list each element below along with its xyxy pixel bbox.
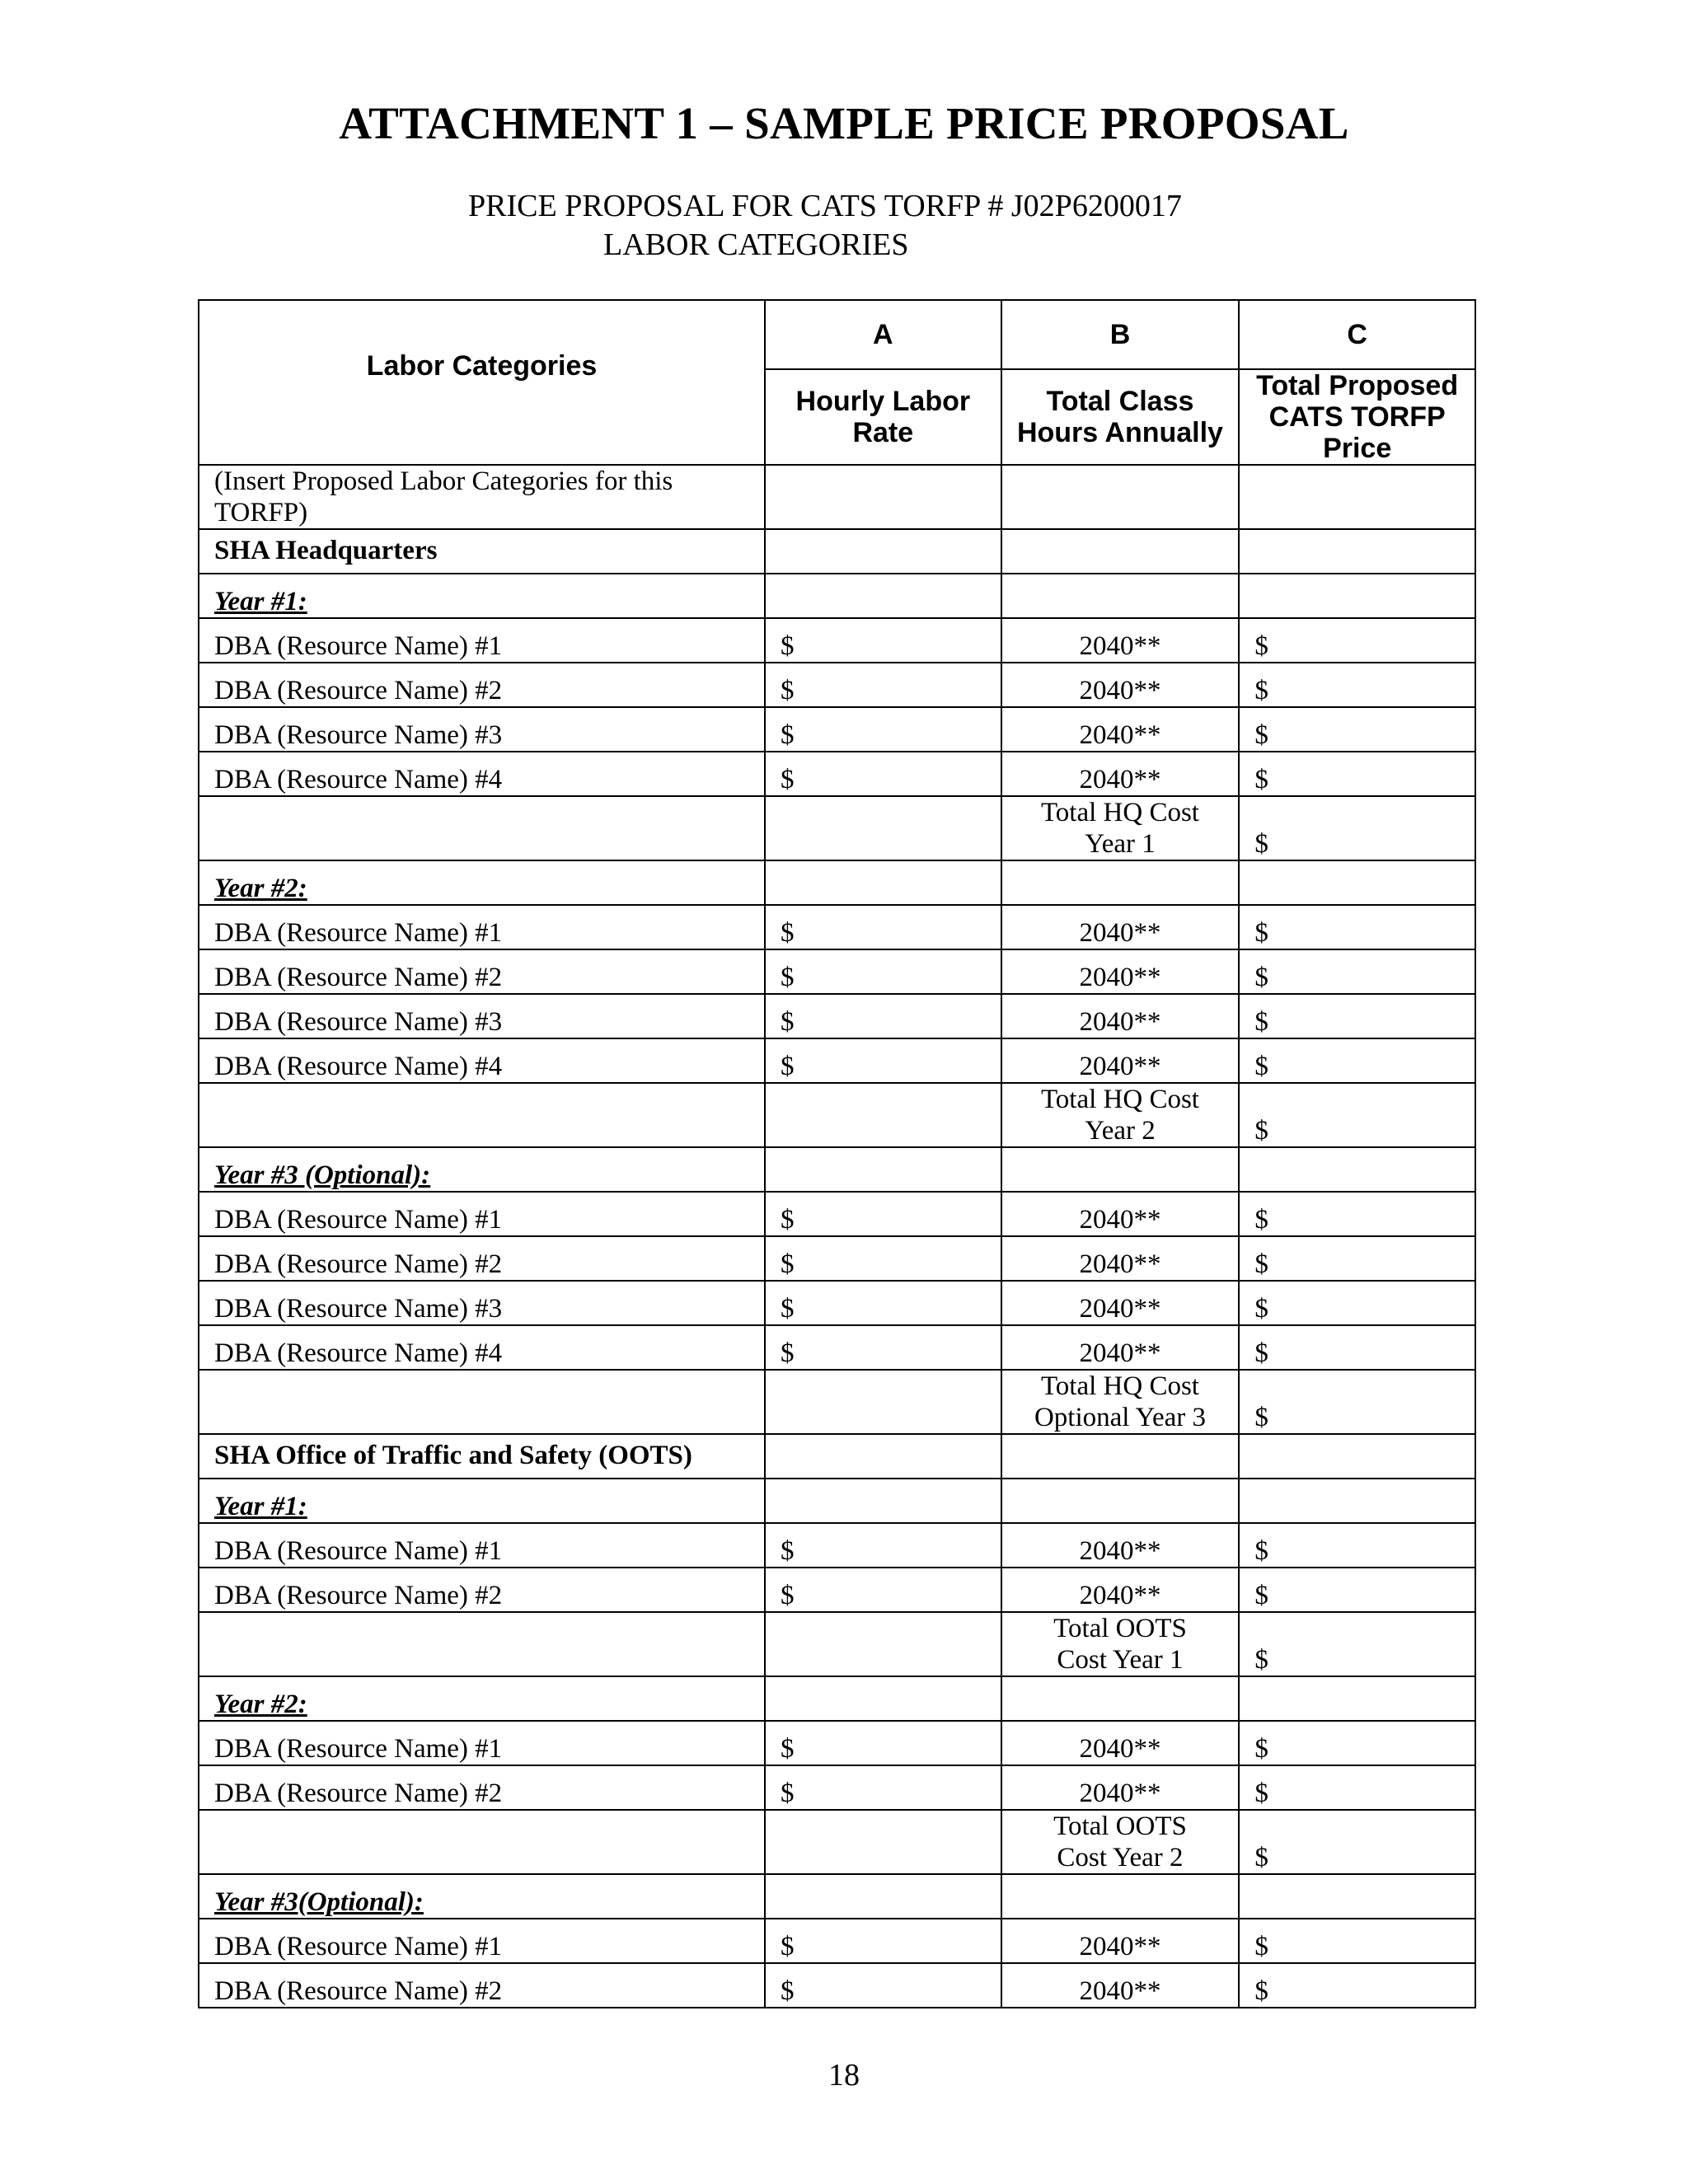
empty-cell-label <box>199 1810 765 1874</box>
total-cost-label-line1: Total HQ Cost <box>1040 798 1199 827</box>
total-cost-price-cell: $ <box>1239 1083 1475 1147</box>
hourly-rate-cell: $ <box>765 1038 1001 1083</box>
class-hours-cell: 2040** <box>1001 1721 1240 1765</box>
hourly-rate-cell: $ <box>765 1325 1001 1370</box>
empty-cell-a <box>765 796 1001 860</box>
proposed-price-cell: $ <box>1239 1523 1475 1568</box>
hourly-rate-cell: $ <box>765 1523 1001 1568</box>
labor-item-row <box>199 1568 1475 1612</box>
proposed-price-cell: $ <box>1239 1236 1475 1281</box>
labor-category-name: DBA (Resource Name) #1 <box>199 1192 765 1236</box>
year-heading-row <box>199 1676 1475 1721</box>
empty-cell-c <box>1239 1147 1475 1192</box>
labor-item-row <box>199 1523 1475 1568</box>
labor-category-name: DBA (Resource Name) #1 <box>199 1523 765 1568</box>
proposed-price-cell: $ <box>1239 905 1475 949</box>
section-heading: SHA Office of Traffic and Safety (OOTS) <box>199 1434 765 1479</box>
hourly-rate-cell: $ <box>765 1192 1001 1236</box>
empty-cell-b <box>1001 860 1240 905</box>
year-heading-cell <box>199 1479 765 1523</box>
total-class-hours-header: Total Class Hours Annually <box>1001 369 1240 465</box>
labor-category-name: DBA (Resource Name) #1 <box>199 1919 765 1963</box>
hourly-rate-cell: $ <box>765 1919 1001 1963</box>
empty-cell-b <box>1001 465 1240 529</box>
hourly-rate-cell: $ <box>765 1568 1001 1612</box>
labor-category-name: DBA (Resource Name) #2 <box>199 1236 765 1281</box>
empty-cell-c <box>1239 465 1475 529</box>
labor-category-name: DBA (Resource Name) #4 <box>199 752 765 796</box>
labor-category-name: DBA (Resource Name) #2 <box>199 663 765 707</box>
empty-cell-a <box>765 1147 1001 1192</box>
labor-category-name: DBA (Resource Name) #1 <box>199 618 765 663</box>
labor-category-name: DBA (Resource Name) #2 <box>199 1765 765 1810</box>
labor-item-row <box>199 905 1475 949</box>
empty-cell-b <box>1001 1479 1240 1523</box>
hourly-rate-cell: $ <box>765 707 1001 752</box>
labor-item-row <box>199 707 1475 752</box>
proposed-price-cell: $ <box>1239 1281 1475 1325</box>
header-letter-row <box>199 300 1475 369</box>
empty-cell-a <box>765 574 1001 618</box>
column-b-letter: B <box>1001 300 1240 369</box>
empty-cell-label <box>199 1083 765 1147</box>
empty-cell-b <box>1001 1147 1240 1192</box>
labor-item-row <box>199 1963 1475 2008</box>
proposed-price-cell: $ <box>1239 1192 1475 1236</box>
class-hours-cell: 2040** <box>1001 1765 1240 1810</box>
empty-cell-label <box>199 1612 765 1676</box>
labor-item-row <box>199 663 1475 707</box>
labor-item-row <box>199 949 1475 994</box>
empty-cell-a <box>765 1612 1001 1676</box>
empty-cell-a <box>765 1676 1001 1721</box>
empty-cell-c <box>1239 574 1475 618</box>
labor-item-row <box>199 1325 1475 1370</box>
hourly-rate-cell: $ <box>765 1281 1001 1325</box>
year-heading-cell <box>199 1676 765 1721</box>
class-hours-cell: 2040** <box>1001 1038 1240 1083</box>
year-heading-row <box>199 1479 1475 1523</box>
year-heading: Year #3 (Optional): <box>214 1160 431 1190</box>
empty-cell-b <box>1001 1676 1240 1721</box>
empty-cell-c <box>1239 1434 1475 1479</box>
class-hours-cell: 2040** <box>1001 994 1240 1038</box>
labor-item-row <box>199 1236 1475 1281</box>
empty-cell-c <box>1239 860 1475 905</box>
hourly-rate-cell: $ <box>765 949 1001 994</box>
labor-category-name: DBA (Resource Name) #3 <box>199 994 765 1038</box>
year-heading: Year #2: <box>214 1690 307 1719</box>
total-cost-label-line2: Optional Year 3 <box>1034 1403 1207 1432</box>
class-hours-cell: 2040** <box>1001 707 1240 752</box>
year-heading: Year #1: <box>214 587 307 616</box>
empty-cell-b <box>1001 574 1240 618</box>
section-heading-row <box>199 529 1475 574</box>
total-cost-label-line2: Cost Year 2 <box>1057 1843 1184 1872</box>
document-title: ATTACHMENT 1 – SAMPLE PRICE PROPOSAL <box>339 98 1349 148</box>
total-cost-label-line2: Year 1 <box>1085 829 1156 859</box>
year-heading-row <box>199 574 1475 618</box>
total-cost-label <box>1001 1370 1240 1434</box>
year-heading-row <box>199 1147 1475 1192</box>
hourly-rate-cell: $ <box>765 1765 1001 1810</box>
page-number: 18 <box>828 2058 860 2093</box>
total-cost-label-line1: Total OOTS <box>1053 1811 1187 1841</box>
labor-item-row <box>199 1919 1475 1963</box>
price-proposal-table-body <box>199 300 1475 2008</box>
hourly-rate-cell: $ <box>765 1963 1001 2008</box>
labor-item-row <box>199 1192 1475 1236</box>
total-cost-label-line2: Cost Year 1 <box>1057 1645 1184 1675</box>
labor-category-name: DBA (Resource Name) #4 <box>199 1325 765 1370</box>
proposed-price-cell: $ <box>1239 994 1475 1038</box>
empty-cell-label <box>199 1370 765 1434</box>
proposed-price-cell: $ <box>1239 707 1475 752</box>
year-heading: Year #1: <box>214 1492 307 1521</box>
subtitle-torfp: PRICE PROPOSAL FOR CATS TORFP # J02P6200017 <box>468 189 1182 223</box>
labor-category-name: DBA (Resource Name) #1 <box>199 1721 765 1765</box>
class-hours-cell: 2040** <box>1001 905 1240 949</box>
labor-category-name: DBA (Resource Name) #2 <box>199 1963 765 2008</box>
hourly-rate-cell: $ <box>765 752 1001 796</box>
year-heading: Year #2: <box>214 874 307 903</box>
hourly-rate-cell: $ <box>765 994 1001 1038</box>
total-cost-label-line1: Total HQ Cost <box>1040 1085 1199 1114</box>
proposed-price-cell: $ <box>1239 752 1475 796</box>
class-hours-cell: 2040** <box>1001 1919 1240 1963</box>
proposed-price-cell: $ <box>1239 1325 1475 1370</box>
hourly-labor-rate-header: Hourly Labor Rate <box>765 369 1001 465</box>
year-heading-cell <box>199 1874 765 1919</box>
year-heading-row <box>199 1874 1475 1919</box>
empty-cell-c <box>1239 529 1475 574</box>
class-hours-cell: 2040** <box>1001 752 1240 796</box>
proposed-price-cell: $ <box>1239 1038 1475 1083</box>
labor-item-row <box>199 994 1475 1038</box>
labor-item-row <box>199 1765 1475 1810</box>
empty-cell-c <box>1239 1874 1475 1919</box>
labor-category-name: DBA (Resource Name) #3 <box>199 1281 765 1325</box>
labor-categories-header: Labor Categories <box>199 300 765 465</box>
empty-cell-a <box>765 1083 1001 1147</box>
price-proposal-table <box>198 299 1476 2008</box>
section-heading-row <box>199 1434 1475 1479</box>
year-heading: Year #3(Optional): <box>214 1887 424 1917</box>
class-hours-cell: 2040** <box>1001 949 1240 994</box>
hourly-rate-cell: $ <box>765 1721 1001 1765</box>
class-hours-cell: 2040** <box>1001 618 1240 663</box>
total-cost-price-cell: $ <box>1239 1612 1475 1676</box>
proposed-price-cell: $ <box>1239 663 1475 707</box>
empty-cell-a <box>765 1874 1001 1919</box>
empty-cell-a <box>765 1479 1001 1523</box>
class-hours-cell: 2040** <box>1001 1568 1240 1612</box>
class-hours-cell: 2040** <box>1001 1192 1240 1236</box>
empty-cell-a <box>765 860 1001 905</box>
labor-item-row <box>199 1721 1475 1765</box>
total-cost-label-line1: Total OOTS <box>1053 1614 1187 1643</box>
empty-cell-b <box>1001 529 1240 574</box>
insert-note-row <box>199 465 1475 529</box>
labor-item-row <box>199 1281 1475 1325</box>
insert-note: (Insert Proposed Labor Categories for this TORFP) <box>199 465 765 529</box>
proposed-price-cell: $ <box>1239 1568 1475 1612</box>
year-heading-row <box>199 860 1475 905</box>
hourly-rate-cell: $ <box>765 1236 1001 1281</box>
empty-cell-label <box>199 796 765 860</box>
hourly-rate-cell: $ <box>765 905 1001 949</box>
total-cost-row <box>199 1083 1475 1147</box>
empty-cell-b <box>1001 1434 1240 1479</box>
proposed-price-cell: $ <box>1239 1963 1475 2008</box>
section-heading: SHA Headquarters <box>199 529 765 574</box>
labor-category-name: DBA (Resource Name) #2 <box>199 949 765 994</box>
labor-item-row <box>199 1038 1475 1083</box>
empty-cell-a <box>765 529 1001 574</box>
column-c-letter: C <box>1239 300 1475 369</box>
empty-cell-a <box>765 465 1001 529</box>
proposed-price-cell: $ <box>1239 1765 1475 1810</box>
labor-category-name: DBA (Resource Name) #3 <box>199 707 765 752</box>
total-cost-row <box>199 1370 1475 1434</box>
total-cost-row <box>199 1612 1475 1676</box>
empty-cell-b <box>1001 1874 1240 1919</box>
hourly-rate-cell: $ <box>765 618 1001 663</box>
subtitle-labor-categories: LABOR CATEGORIES <box>603 227 909 262</box>
empty-cell-a <box>765 1370 1001 1434</box>
labor-item-row <box>199 752 1475 796</box>
empty-cell-a <box>765 1434 1001 1479</box>
year-heading-cell <box>199 1147 765 1192</box>
total-cost-label <box>1001 1083 1240 1147</box>
total-cost-label-line2: Year 2 <box>1085 1116 1156 1146</box>
empty-cell-c <box>1239 1479 1475 1523</box>
total-cost-price-cell: $ <box>1239 796 1475 860</box>
total-cost-row <box>199 1810 1475 1874</box>
total-cost-row <box>199 796 1475 860</box>
proposed-price-cell: $ <box>1239 618 1475 663</box>
class-hours-cell: 2040** <box>1001 1236 1240 1281</box>
empty-cell-c <box>1239 1676 1475 1721</box>
proposed-price-cell: $ <box>1239 949 1475 994</box>
total-cost-label <box>1001 796 1240 860</box>
labor-category-name: DBA (Resource Name) #1 <box>199 905 765 949</box>
column-a-letter: A <box>765 300 1001 369</box>
total-cost-price-cell: $ <box>1239 1810 1475 1874</box>
class-hours-cell: 2040** <box>1001 1281 1240 1325</box>
proposed-price-cell: $ <box>1239 1919 1475 1963</box>
class-hours-cell: 2040** <box>1001 1523 1240 1568</box>
total-cost-label-line1: Total HQ Cost <box>1040 1371 1199 1401</box>
proposed-price-cell: $ <box>1239 1721 1475 1765</box>
empty-cell-a <box>765 1810 1001 1874</box>
class-hours-cell: 2040** <box>1001 663 1240 707</box>
year-heading-cell <box>199 574 765 618</box>
labor-category-name: DBA (Resource Name) #4 <box>199 1038 765 1083</box>
total-cost-price-cell: $ <box>1239 1370 1475 1434</box>
labor-item-row <box>199 618 1475 663</box>
class-hours-cell: 2040** <box>1001 1325 1240 1370</box>
year-heading-cell <box>199 860 765 905</box>
class-hours-cell: 2040** <box>1001 1963 1240 2008</box>
total-cost-label <box>1001 1810 1240 1874</box>
total-proposed-price-header: Total Proposed CATS TORFP Price <box>1239 369 1475 465</box>
labor-category-name: DBA (Resource Name) #2 <box>199 1568 765 1612</box>
hourly-rate-cell: $ <box>765 663 1001 707</box>
total-cost-label <box>1001 1612 1240 1676</box>
